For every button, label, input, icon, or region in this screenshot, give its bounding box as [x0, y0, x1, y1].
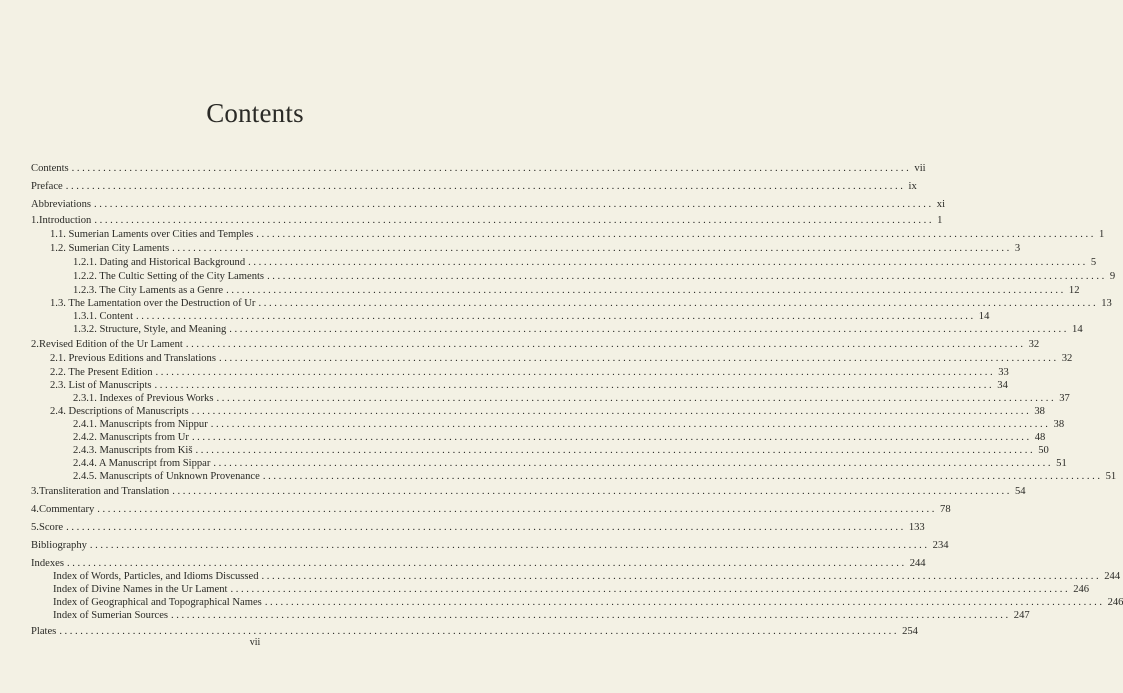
toc-entry	[31, 162, 926, 175]
toc-entry	[50, 242, 1021, 255]
toc-chapter-number: 5.	[31, 522, 39, 533]
toc-page-number: 133	[908, 522, 925, 533]
toc-entry	[50, 405, 1045, 418]
toc-entry	[73, 310, 990, 323]
toc-page-number: 1	[1099, 229, 1105, 240]
toc-entry-title: Index of Geographical and Topographical Names	[53, 597, 262, 608]
toc-entry	[50, 379, 1008, 392]
toc-page-number: 78	[940, 504, 951, 515]
toc-entry-title: Index of Divine Names in the Ur Lament	[53, 584, 228, 595]
toc-entry-title: 1.1. Sumerian Laments over Cities and Temples	[50, 229, 254, 240]
toc-entry	[73, 418, 1065, 431]
toc-page-number: 246	[1107, 597, 1123, 608]
toc-entry-title: Preface	[31, 181, 63, 192]
toc-chapter-number: 2.	[31, 339, 39, 350]
toc-entry	[53, 570, 1121, 583]
toc-entry	[73, 457, 1067, 470]
toc-entry	[31, 557, 926, 570]
dot-leader: ................................................................................................................................................................	[262, 471, 1103, 482]
dot-leader: ................................................................................................................................................................	[267, 271, 1107, 282]
toc-page-number: 38	[1053, 419, 1065, 430]
toc-entry	[73, 323, 1083, 336]
dot-leader: ................................................................................................................................................................	[65, 181, 906, 192]
toc-entry-title: 1.3.2. Structure, Style, and Meaning	[73, 324, 227, 335]
toc-entry	[31, 180, 917, 193]
toc-entry	[50, 366, 1009, 379]
toc-page-number: 34	[997, 380, 1008, 391]
dot-leader: ................................................................................................................................................................	[171, 610, 1011, 621]
dot-leader: ................................................................................................................................................................	[71, 163, 912, 174]
toc-page-number: 247	[1013, 610, 1030, 621]
toc-page-number: 14	[978, 311, 990, 322]
toc-page-number: 38	[1034, 406, 1045, 417]
toc-page-number: 54	[1014, 486, 1026, 497]
toc-page-number: ix	[908, 181, 917, 192]
toc-entry-title: Introduction	[38, 215, 92, 226]
toc-page-number: 244	[1104, 571, 1121, 582]
toc-entry-title: 2.4.5. Manuscripts of Unknown Provenance	[73, 471, 260, 482]
toc-entry	[31, 485, 1026, 498]
toc-entry	[50, 228, 1105, 241]
page-title: Contents	[206, 98, 304, 128]
toc-entry	[31, 503, 951, 516]
dot-leader: ................................................................................................................................................................	[218, 353, 1059, 364]
toc-entry	[50, 352, 1073, 365]
toc-page-number: 51	[1056, 458, 1067, 469]
dot-leader: ................................................................................................................................................................	[191, 406, 1032, 417]
toc-chapter-number: 3.	[31, 486, 39, 497]
toc-entry-title: 1.3. The Lamentation over the Destruction of Ur	[50, 298, 256, 309]
toc-page-number: 50	[1038, 445, 1049, 456]
toc-entry-title: Indexes	[31, 558, 64, 569]
toc-entry-title: Plates	[31, 626, 57, 637]
toc-page-number: 14	[1072, 324, 1083, 335]
dot-leader: ................................................................................................................................................................	[185, 339, 1026, 350]
toc-entry	[31, 521, 925, 534]
dot-leader: ................................................................................................................................................................	[136, 311, 976, 322]
toc-entry-title: 2.4.4. A Manuscript from Sippar	[73, 458, 211, 469]
dot-leader: ................................................................................................................................................................	[195, 445, 1036, 456]
toc-chapter-number: 4.	[31, 504, 39, 515]
toc-entry-title: Contents	[31, 163, 69, 174]
toc-entry-title: 1.2.1. Dating and Historical Background	[73, 257, 246, 268]
dot-leader: ................................................................................................................................................................	[229, 324, 1070, 335]
dot-leader: ................................................................................................................................................................	[97, 504, 938, 515]
toc-entry	[73, 470, 1117, 483]
toc-page-number: 9	[1109, 271, 1116, 282]
dot-leader: ................................................................................................................................................................	[172, 243, 1012, 254]
page-number: vii	[249, 637, 261, 648]
toc-entry-title: 2.3. List of Manuscripts	[50, 380, 152, 391]
toc-entry-title: 2.4. Descriptions of Manuscripts	[50, 406, 189, 417]
dot-leader: ................................................................................................................................................................	[154, 380, 995, 391]
toc-entry-title: 2.2. The Present Edition	[50, 367, 153, 378]
toc-entry-title: Abbreviations	[31, 199, 92, 210]
toc-entry	[73, 284, 1080, 297]
toc-page-number: 13	[1101, 298, 1112, 309]
toc-entry	[53, 596, 1123, 609]
toc-entry	[73, 392, 1070, 405]
toc-entry	[73, 270, 1116, 283]
dot-leader: ................................................................................................................................................................	[216, 393, 1057, 404]
dot-leader: ................................................................................................................................................................	[59, 626, 900, 637]
toc-page-number: 1	[937, 215, 943, 226]
toc-page-number: 5	[1090, 257, 1097, 268]
toc-entry-title: Bibliography	[31, 540, 87, 551]
toc-entry	[73, 256, 1097, 269]
toc-page-number: 32	[1028, 339, 1040, 350]
toc-page-number: 48	[1034, 432, 1046, 443]
toc-entry-title: Score	[38, 522, 64, 533]
dot-leader: ................................................................................................................................................................	[155, 367, 996, 378]
toc-page-number: 32	[1061, 353, 1073, 364]
toc-entry	[31, 338, 1040, 351]
dot-leader: ................................................................................................................................................................	[226, 285, 1066, 296]
toc-entry	[31, 198, 946, 211]
toc-page-number: 51	[1105, 471, 1117, 482]
dot-leader: ................................................................................................................................................................	[89, 540, 930, 551]
dot-leader: ................................................................................................................................................................	[213, 458, 1054, 469]
toc-entry	[31, 214, 943, 227]
toc-entry-title: Revised Edition of the Ur Lament	[38, 339, 183, 350]
toc-entry-title: 2.3.1. Indexes of Previous Works	[73, 393, 214, 404]
toc-entry	[53, 609, 1030, 622]
dot-leader: ................................................................................................................................................................	[172, 486, 1012, 497]
dot-leader: ................................................................................................................................................................	[66, 522, 906, 533]
toc-page-number: 244	[909, 558, 926, 569]
toc-entry-title: 1.2.2. The Cultic Setting of the City Laments	[73, 271, 265, 282]
dot-leader: ................................................................................................................................................................	[261, 571, 1102, 582]
toc-page-number: 3	[1014, 243, 1021, 254]
toc-page-number: 37	[1059, 393, 1070, 404]
toc-page-number: 246	[1073, 584, 1090, 595]
toc-page-number: xi	[936, 199, 946, 210]
dot-leader: ................................................................................................................................................................	[210, 419, 1051, 430]
toc-entry	[53, 583, 1090, 596]
toc-page-number: 33	[998, 367, 1009, 378]
toc-entry-title: Index of Sumerian Sources	[53, 610, 169, 621]
toc-page-number: vii	[914, 163, 926, 174]
dot-leader: ................................................................................................................................................................	[258, 298, 1099, 309]
dot-leader: ................................................................................................................................................................	[94, 199, 934, 210]
toc-entry-title: 2.4.1. Manuscripts from Nippur	[73, 419, 208, 430]
toc-chapter-number: 1.	[31, 215, 39, 226]
toc-entry-title: Index of Words, Particles, and Idioms Discussed	[53, 571, 259, 582]
toc-page-number: 234	[932, 540, 949, 551]
dot-leader: ................................................................................................................................................................	[230, 584, 1071, 595]
toc-entry	[73, 431, 1046, 444]
toc-page-number: 12	[1068, 285, 1080, 296]
toc-entry-title: 2.4.3. Manuscripts from Kiš	[73, 445, 193, 456]
toc-entry-title: 2.4.2. Manuscripts from Ur	[73, 432, 189, 443]
toc-entry	[73, 444, 1049, 457]
toc-entry-title: 1.3.1. Content	[73, 311, 134, 322]
toc-entry-title: 1.2. Sumerian City Laments	[50, 243, 170, 254]
dot-leader: ................................................................................................................................................................	[248, 257, 1088, 268]
toc-entry-title: Transliteration and Translation	[38, 486, 170, 497]
toc-entry-title: Commentary	[38, 504, 95, 515]
dot-leader: ................................................................................................................................................................	[94, 215, 935, 226]
dot-leader: ................................................................................................................................................................	[256, 229, 1096, 240]
dot-leader: ................................................................................................................................................................	[66, 558, 907, 569]
dot-leader: ................................................................................................................................................................	[264, 597, 1105, 608]
dot-leader: ................................................................................................................................................................	[191, 432, 1032, 443]
toc-entry	[31, 539, 949, 552]
toc-entry	[50, 297, 1112, 310]
toc-entry-title: 2.1. Previous Editions and Translations	[50, 353, 216, 364]
toc-entry-title: 1.2.3. The City Laments as a Genre	[73, 285, 224, 296]
toc-page-number: 254	[902, 626, 918, 637]
